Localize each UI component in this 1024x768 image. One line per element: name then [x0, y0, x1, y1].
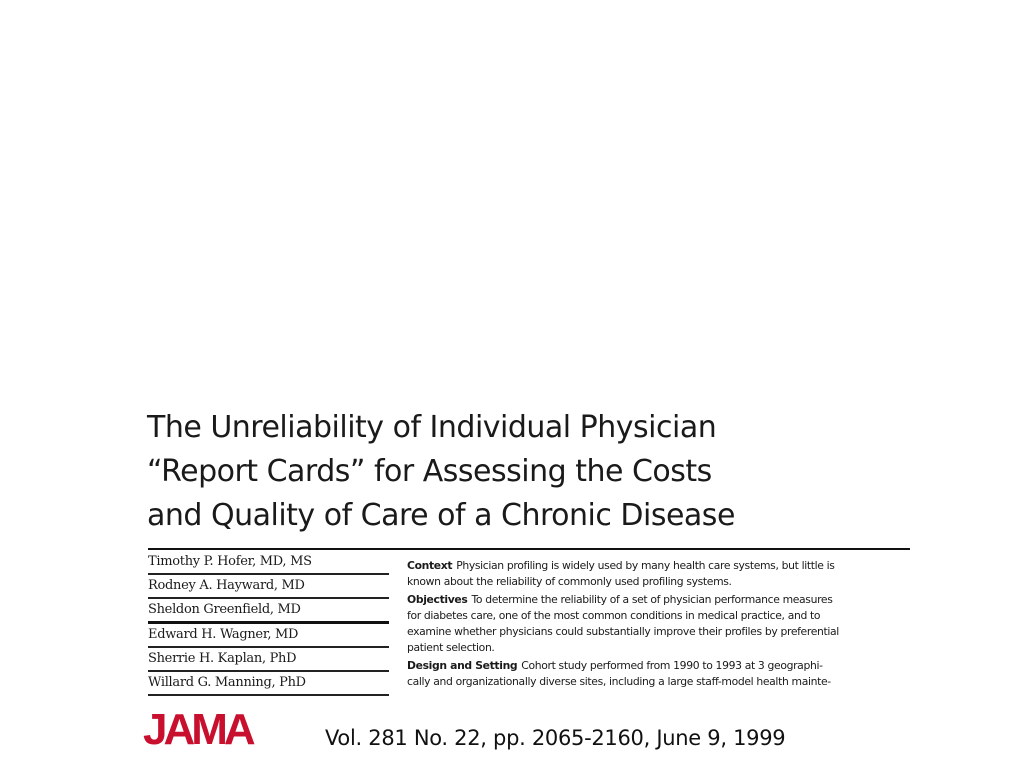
design-heading: Design and Setting: [407, 659, 518, 673]
objectives-text: for diabetes care, one of the most common conditions in medical practice, and to: [407, 609, 821, 623]
header-rule: [148, 548, 910, 550]
author-list: [148, 551, 389, 696]
article-excerpt: [143, 398, 913, 698]
author-name: Sheldon Greenfield, MD: [148, 599, 389, 624]
design-text: cally and organizationally diverse sites, including a large staff-model health mainte-: [407, 674, 831, 688]
abstract-design: [407, 658, 911, 689]
objectives-heading: Objectives: [407, 593, 468, 607]
context-heading: Context: [407, 559, 453, 572]
design-text: Cohort study performed from 1990 to 1993 at 3 geographi-: [521, 659, 823, 673]
abstract-context: [407, 558, 911, 589]
abstract: [407, 558, 911, 693]
title-line: and Quality of Care of a Chronic Disease: [147, 498, 735, 533]
title-line: “Report Cards” for Assessing the Costs: [147, 454, 712, 489]
title-line: The Unreliability of Individual Physician: [147, 410, 717, 445]
author-name: Timothy P. Hofer, MD, MS: [148, 551, 389, 575]
jama-logo: JAMA: [143, 705, 252, 754]
objectives-text: examine whether physicians could substantially improve their profiles by preferential: [407, 624, 839, 638]
objectives-text: patient selection.: [407, 640, 495, 654]
context-text: Physician profiling is widely used by many health care systems, but little is: [456, 559, 835, 572]
article-title: [147, 406, 907, 538]
journal-citation: Vol. 281 No. 22, pp. 2065-2160, June 9, 1999: [325, 726, 786, 750]
objectives-text: To determine the reliability of a set of physician performance measures: [471, 593, 833, 607]
author-name: Edward H. Wagner, MD: [148, 624, 389, 648]
context-text: known about the reliability of commonly used profiling systems.: [407, 574, 732, 588]
author-name: Rodney A. Hayward, MD: [148, 575, 389, 599]
author-name: Willard G. Manning, PhD: [148, 672, 389, 696]
author-name: Sherrie H. Kaplan, PhD: [148, 648, 389, 672]
abstract-objectives: [407, 592, 911, 655]
